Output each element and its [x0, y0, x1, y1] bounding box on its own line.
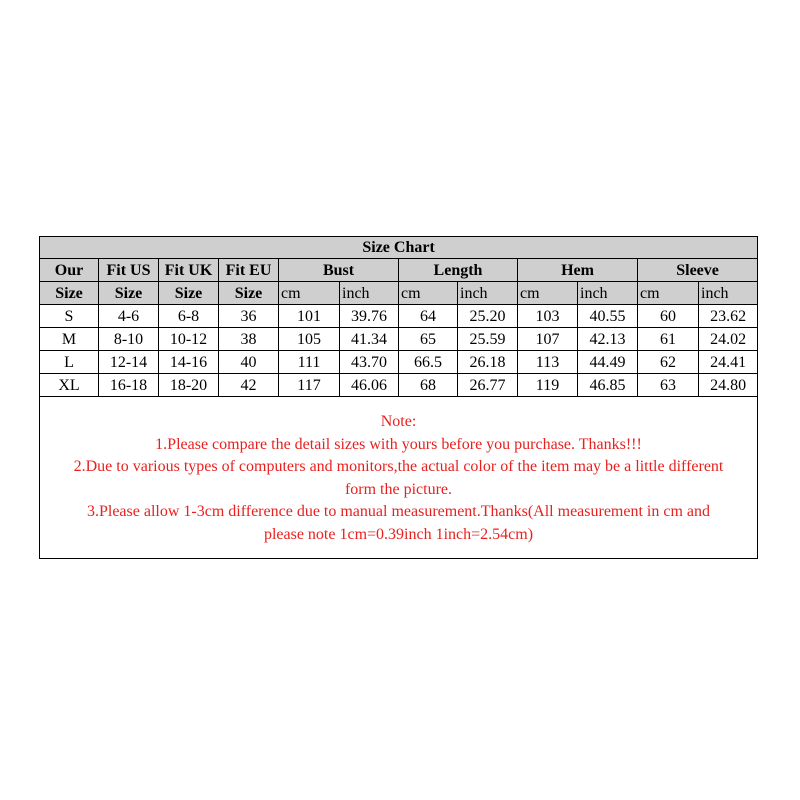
header-fit-uk-2: Size	[159, 282, 219, 305]
cell-hem-cm: 103	[518, 305, 578, 328]
cell-size: M	[40, 328, 99, 351]
note-line-3b: please note 1cm=0.39inch 1inch=2.54cm)	[263, 525, 534, 543]
table-row	[40, 328, 758, 351]
cell-sleeve-inch: 24.80	[699, 374, 758, 397]
cell-us: 4-6	[99, 305, 159, 328]
cell-sleeve-cm: 61	[638, 328, 699, 351]
cell-us: 12-14	[99, 351, 159, 374]
unit-hem-cm: cm	[518, 282, 578, 305]
cell-eu: 42	[219, 374, 279, 397]
header-hem: Hem	[518, 259, 638, 282]
table-row	[40, 305, 758, 328]
note-line-1: 1.Please compare the detail sizes with yours before you purchase. Thanks!!!	[155, 435, 642, 453]
cell-bust-inch: 41.34	[340, 328, 399, 351]
cell-sleeve-cm: 62	[638, 351, 699, 374]
header-length: Length	[399, 259, 518, 282]
cell-length-inch: 26.18	[458, 351, 518, 374]
note-line-2a: 2.Due to various types of computers and monitors,the actual color of the item may be a little different	[73, 458, 724, 475]
notes-heading: Note:	[380, 413, 417, 430]
header-fit-us-2: Size	[99, 282, 159, 305]
cell-length-inch: 26.77	[458, 374, 518, 397]
cell-bust-cm: 105	[279, 328, 340, 351]
header-sleeve: Sleeve	[638, 259, 758, 282]
cell-bust-inch: 43.70	[340, 351, 399, 374]
cell-sleeve-inch: 24.41	[699, 351, 758, 374]
note-line-2b: form the picture.	[344, 480, 453, 498]
cell-hem-inch: 46.85	[578, 374, 638, 397]
cell-us: 16-18	[99, 374, 159, 397]
unit-bust-inch: inch	[340, 282, 399, 305]
cell-sleeve-inch: 23.62	[699, 305, 758, 328]
header-fit-uk: Fit UK	[159, 259, 219, 282]
unit-bust-cm: cm	[279, 282, 340, 305]
cell-hem-cm: 107	[518, 328, 578, 351]
cell-size: S	[40, 305, 99, 328]
unit-length-cm: cm	[399, 282, 458, 305]
cell-bust-inch: 46.06	[340, 374, 399, 397]
cell-length-inch: 25.20	[458, 305, 518, 328]
cell-length-cm: 68	[399, 374, 458, 397]
header-bust: Bust	[279, 259, 399, 282]
header-fit-eu: Fit EU	[219, 259, 279, 282]
unit-sleeve-inch: inch	[699, 282, 758, 305]
cell-hem-inch: 40.55	[578, 305, 638, 328]
size-table	[39, 236, 758, 397]
cell-uk: 14-16	[159, 351, 219, 374]
header-fit-eu-2: Size	[219, 282, 279, 305]
cell-size: L	[40, 351, 99, 374]
unit-sleeve-cm: cm	[638, 282, 699, 305]
cell-sleeve-cm: 63	[638, 374, 699, 397]
table-row	[40, 374, 758, 397]
cell-length-cm: 64	[399, 305, 458, 328]
header-fit-us: Fit US	[99, 259, 159, 282]
cell-bust-inch: 39.76	[340, 305, 399, 328]
header-our-size-2: Size	[40, 282, 99, 305]
cell-hem-inch: 42.13	[578, 328, 638, 351]
cell-length-cm: 65	[399, 328, 458, 351]
unit-length-inch: inch	[458, 282, 518, 305]
cell-hem-cm: 119	[518, 374, 578, 397]
cell-uk: 6-8	[159, 305, 219, 328]
cell-eu: 36	[219, 305, 279, 328]
notes-box	[39, 397, 758, 559]
cell-length-cm: 66.5	[399, 351, 458, 374]
cell-bust-cm: 111	[279, 351, 340, 374]
cell-uk: 10-12	[159, 328, 219, 351]
cell-bust-cm: 117	[279, 374, 340, 397]
cell-eu: 38	[219, 328, 279, 351]
size-chart	[39, 236, 758, 559]
table-title: Size Chart	[40, 237, 758, 259]
header-our-size: Our	[40, 259, 99, 282]
unit-hem-inch: inch	[578, 282, 638, 305]
cell-size: XL	[40, 374, 99, 397]
cell-sleeve-inch: 24.02	[699, 328, 758, 351]
cell-length-inch: 25.59	[458, 328, 518, 351]
cell-sleeve-cm: 60	[638, 305, 699, 328]
note-line-3a: 3.Please allow 1-3cm difference due to manual measurement.Thanks(All measurement in cm and	[86, 503, 711, 520]
cell-us: 8-10	[99, 328, 159, 351]
cell-hem-inch: 44.49	[578, 351, 638, 374]
table-row	[40, 351, 758, 374]
cell-bust-cm: 101	[279, 305, 340, 328]
cell-uk: 18-20	[159, 374, 219, 397]
cell-hem-cm: 113	[518, 351, 578, 374]
cell-eu: 40	[219, 351, 279, 374]
